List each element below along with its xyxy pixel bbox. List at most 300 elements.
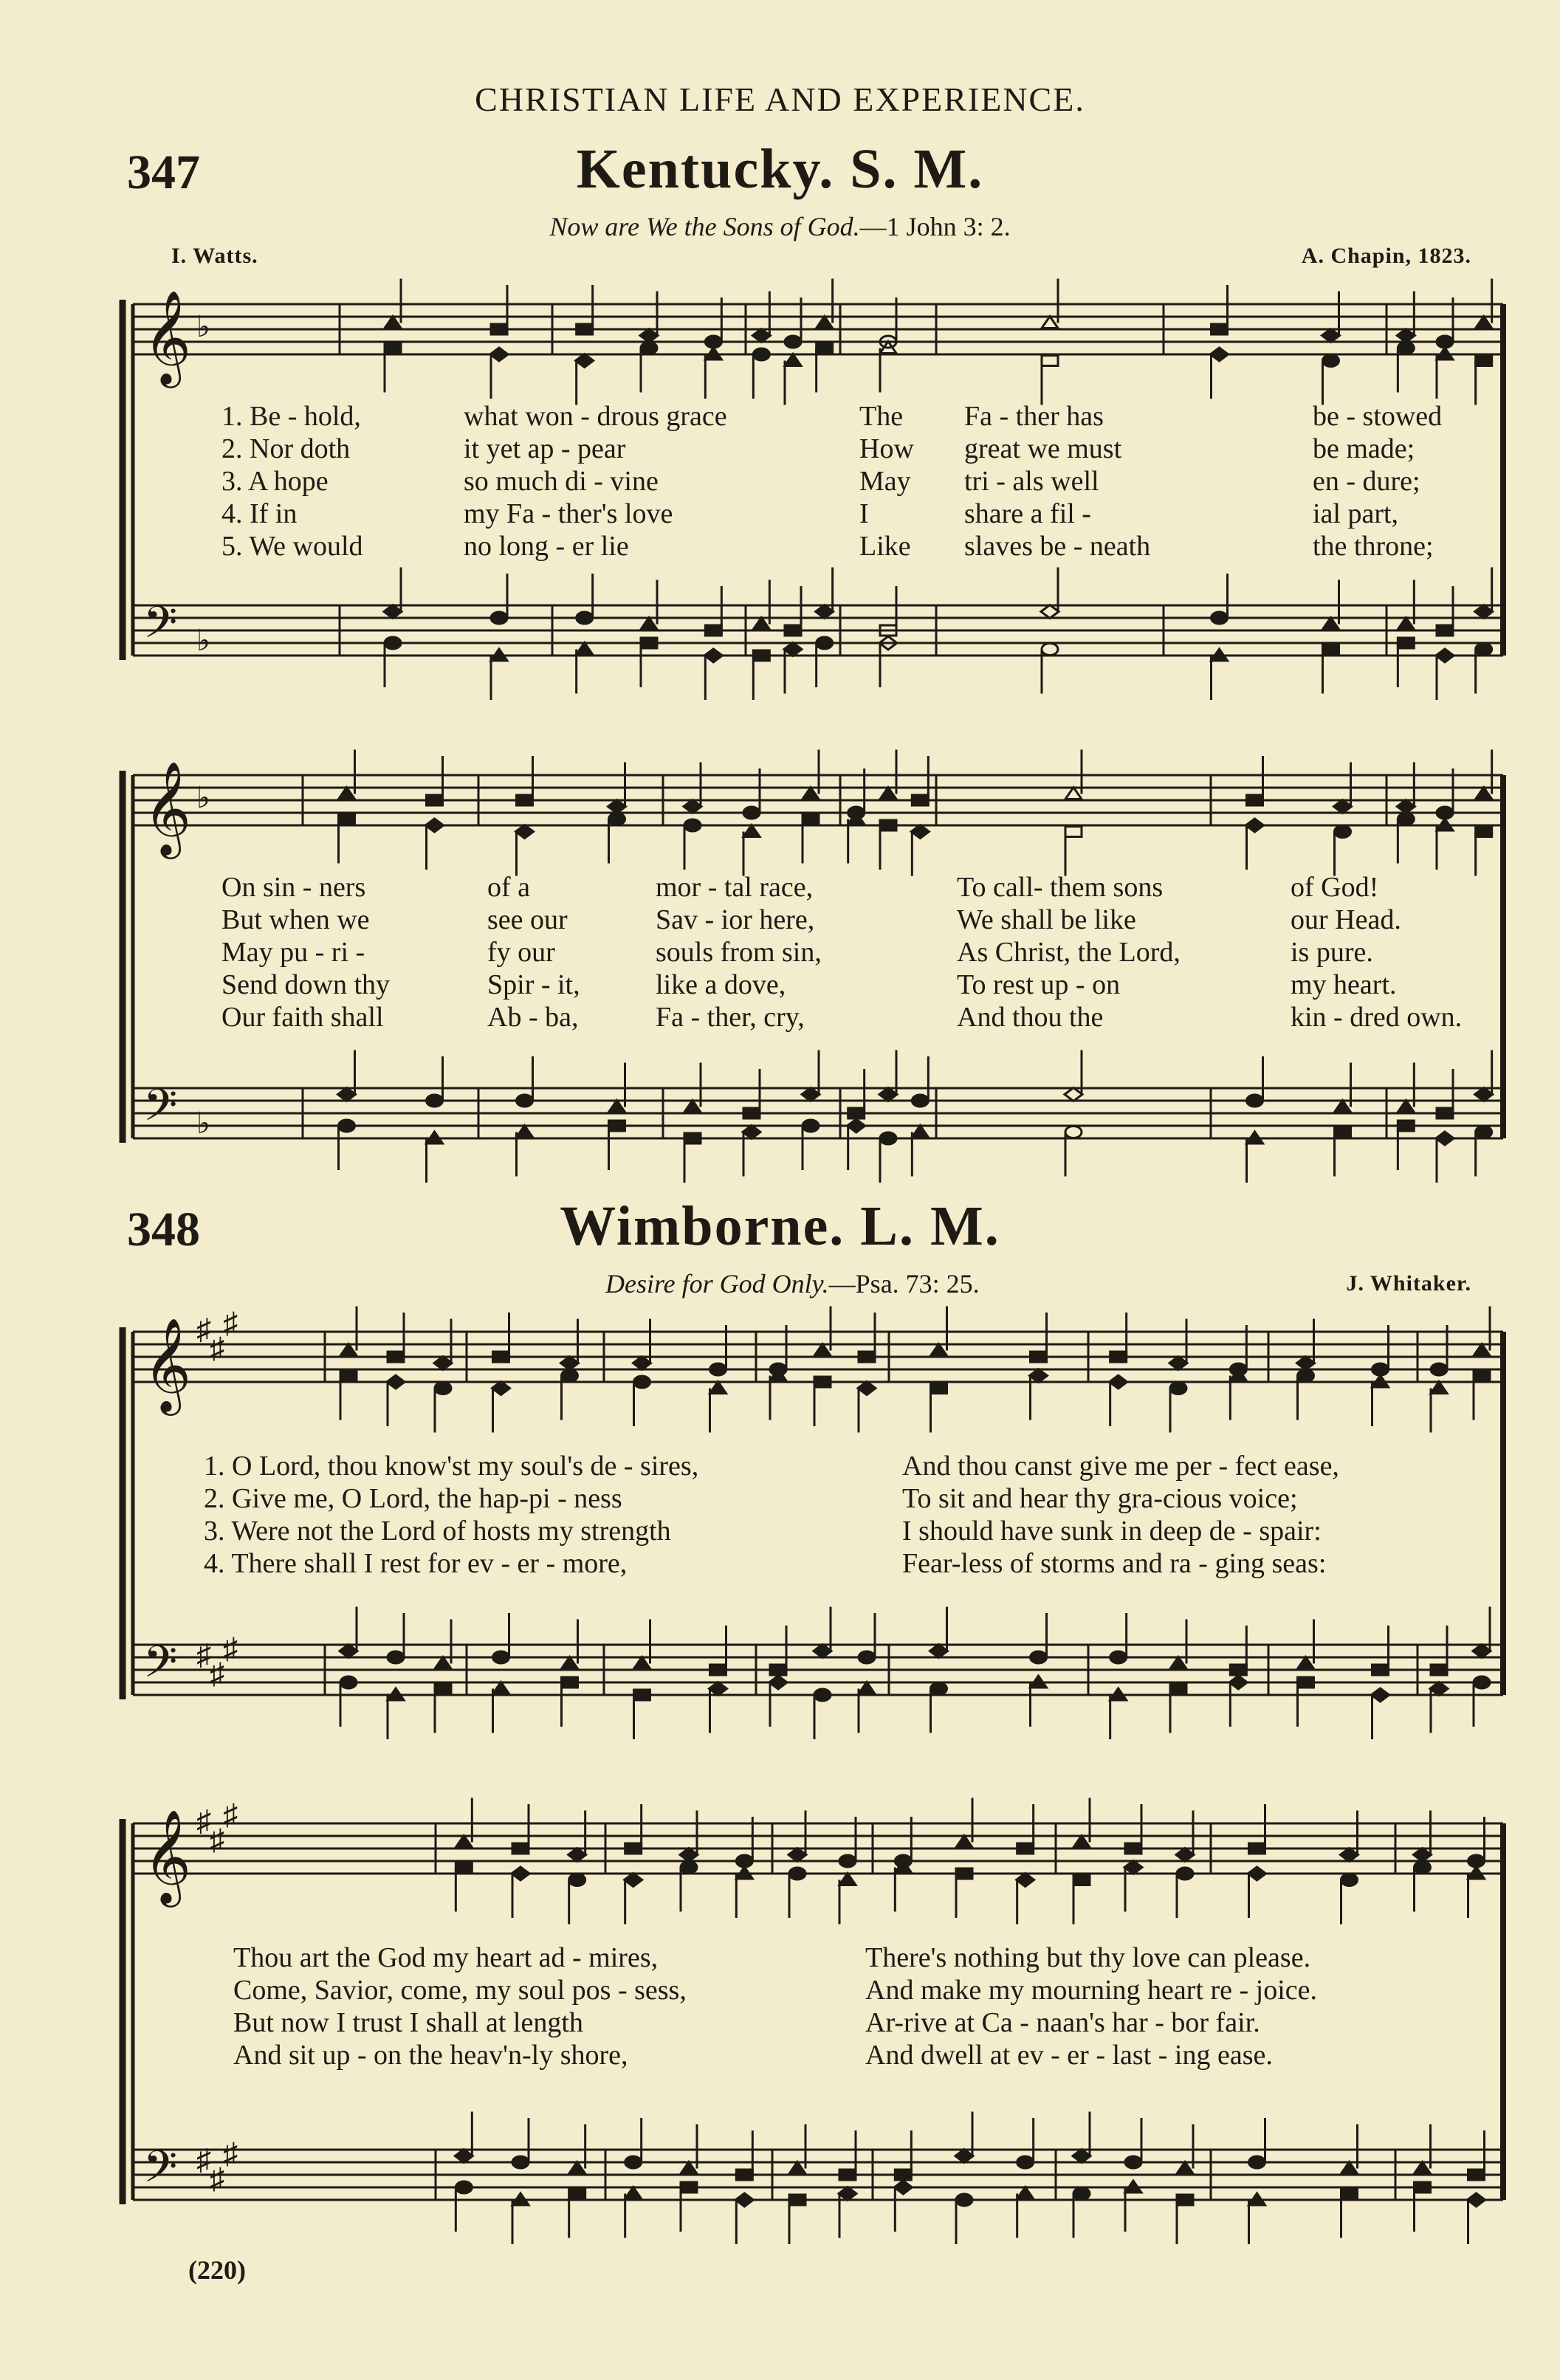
- shape-note-icon: [1431, 1665, 1447, 1675]
- shape-note-icon: [1073, 2150, 1090, 2163]
- shape-note-icon: [427, 1095, 443, 1107]
- shape-note-icon: [641, 343, 657, 354]
- shape-note-icon: [931, 1383, 947, 1394]
- shape-note-icon: [784, 643, 802, 656]
- shape-note-icon: [1474, 1676, 1490, 1688]
- scripture-reference: —Psa. 73: 25.: [828, 1269, 980, 1299]
- treble-clef-icon: 𝄞: [143, 760, 192, 855]
- shape-note-icon: [634, 1376, 650, 1388]
- shape-note-icon: [789, 2162, 805, 2174]
- shape-note-icon: [753, 618, 769, 630]
- lyric-segment: The: [859, 401, 904, 432]
- shape-note-icon: [517, 795, 533, 805]
- lyric-segment: 2. Give me, O Lord, the hap-pi - ness: [204, 1483, 622, 1514]
- shape-note-icon: [1031, 1651, 1047, 1663]
- shape-note-icon: [931, 1683, 947, 1695]
- lyric-segment: Send down thy: [221, 969, 390, 1000]
- shape-note-icon: [681, 1862, 697, 1874]
- words-credit: I. Watts.: [171, 244, 258, 268]
- shape-note-icon: [769, 1676, 787, 1689]
- shape-note-icon: [710, 1665, 726, 1675]
- shape-note-icon: [1431, 1382, 1447, 1394]
- shape-note-icon: [577, 324, 593, 334]
- shape-note-icon: [1323, 618, 1339, 630]
- shape-note-icon: [569, 1874, 585, 1886]
- shape-note-icon: [880, 1132, 896, 1144]
- shape-note-icon: [434, 1357, 452, 1370]
- shape-note-icon: [912, 1126, 928, 1138]
- shape-note-icon: [1246, 819, 1264, 832]
- scripture-reference: —1 John 3: 2.: [859, 212, 1011, 241]
- hymn-number: 347: [127, 145, 200, 199]
- shape-note-icon: [1065, 827, 1082, 837]
- lyric-segment: my heart.: [1291, 969, 1397, 1000]
- lyric-segment: But when we: [221, 904, 370, 935]
- shape-note-icon: [880, 820, 896, 830]
- shape-note-icon: [640, 329, 658, 343]
- shape-note-icon: [1323, 355, 1339, 367]
- shape-note-icon: [1436, 649, 1454, 662]
- shape-note-icon: [608, 800, 626, 814]
- key-signature-icon: ♯: [223, 1631, 238, 1665]
- shape-note-icon: [955, 2150, 973, 2163]
- shape-note-icon: [1177, 2162, 1193, 2174]
- shape-note-icon: [1468, 2193, 1485, 2207]
- shape-note-icon: [1125, 2156, 1141, 2168]
- shape-note-icon: [577, 643, 593, 655]
- running-head: CHRISTIAN LIFE AND EXPERIENCE.: [475, 80, 1085, 118]
- shape-note-icon: [1211, 348, 1229, 361]
- shape-note-icon: [516, 825, 534, 839]
- shape-note-icon: [625, 2187, 642, 2199]
- lyric-segment: Come, Savior, come, my soul pos - sess,: [233, 1975, 687, 2006]
- key-signature-icon: ♭: [196, 1107, 210, 1140]
- shape-note-icon: [1437, 1108, 1453, 1118]
- shape-note-icon: [517, 1126, 533, 1138]
- shape-note-icon: [1124, 1861, 1142, 1874]
- shape-note-icon: [814, 1344, 831, 1356]
- lyric-segment: We shall be like: [957, 904, 1136, 935]
- shape-note-icon: [1065, 788, 1082, 799]
- shape-note-icon: [912, 795, 928, 805]
- shape-note-icon: [1341, 2189, 1358, 2199]
- shape-note-icon: [1170, 1684, 1186, 1694]
- lyric-segment: Sav - ior here,: [656, 904, 815, 935]
- lyric-segment: tri - als well: [964, 466, 1099, 497]
- shape-note-icon: [456, 1836, 472, 1848]
- shape-note-icon: [1397, 329, 1415, 343]
- lyric-segment: May pu - ri -: [221, 937, 365, 968]
- shape-note-icon: [1475, 605, 1493, 619]
- key-signature-icon: ♭: [196, 310, 210, 343]
- lyric-segment: Fear-less of storms and ra - ging seas:: [902, 1548, 1327, 1579]
- lyric-segment: no long - er lie: [464, 531, 629, 562]
- shape-note-icon: [814, 1645, 831, 1658]
- shape-note-icon: [491, 324, 507, 334]
- shape-note-icon: [785, 336, 801, 348]
- treble-clef-icon: 𝄞: [143, 1809, 192, 1903]
- shape-note-icon: [1475, 1088, 1493, 1101]
- shape-note-icon: [493, 1651, 509, 1663]
- lyric-segment: Like: [859, 531, 911, 562]
- lyric-segment: 5. We would: [221, 531, 363, 562]
- lyric-segment: it yet ap - pear: [464, 433, 626, 464]
- treble-clef-icon: 𝄞: [143, 289, 192, 384]
- lyric-segment: the throne;: [1313, 531, 1434, 562]
- shape-note-icon: [625, 2156, 642, 2168]
- shape-note-icon: [576, 354, 594, 368]
- lyric-segment: 1. O Lord, thou know'st my soul's de - sires,: [204, 1451, 699, 1482]
- shape-note-icon: [1436, 1132, 1454, 1145]
- shape-note-icon: [1398, 638, 1414, 648]
- shape-note-icon: [1298, 1657, 1314, 1669]
- shape-note-icon: [839, 2170, 856, 2180]
- shape-note-icon: [1437, 625, 1453, 636]
- shape-note-icon: [1341, 1848, 1358, 1862]
- shape-note-icon: [455, 2150, 473, 2163]
- shape-note-icon: [1468, 2170, 1485, 2180]
- shape-note-icon: [1041, 605, 1059, 619]
- lyric-segment: To rest up - on: [957, 969, 1121, 1000]
- hymn-number: 348: [127, 1203, 200, 1256]
- shape-note-icon: [1334, 800, 1352, 814]
- shape-note-icon: [684, 1133, 701, 1143]
- shape-note-icon: [789, 2195, 805, 2205]
- shape-note-icon: [1110, 1651, 1127, 1663]
- lyric-segment: Thou art the God my heart ad - mires,: [233, 1942, 659, 1973]
- lyric-segment: There's nothing but thy love can please.: [865, 1942, 1311, 1973]
- key-signature-icon: ♯: [210, 1657, 224, 1691]
- shape-note-icon: [895, 2170, 911, 2180]
- shape-note-icon: [456, 2181, 472, 2193]
- shape-note-icon: [338, 1088, 356, 1101]
- lyric-segment: And thou the: [957, 1002, 1104, 1033]
- shape-note-icon: [1323, 644, 1339, 655]
- shape-note-icon: [1110, 1375, 1127, 1389]
- key-signature-icon: ♭: [196, 624, 210, 657]
- shape-note-icon: [680, 1848, 698, 1862]
- shape-note-icon: [426, 819, 444, 832]
- shape-note-icon: [931, 1344, 947, 1356]
- lyric-segment: what won - drous grace: [464, 401, 727, 432]
- lyric-segment: mor - tal race,: [656, 872, 814, 903]
- shape-note-icon: [1017, 2156, 1034, 2168]
- lyric-segment: As Christ, the Lord,: [957, 937, 1181, 968]
- shape-note-icon: [1176, 1848, 1194, 1862]
- shape-note-icon: [340, 1371, 357, 1381]
- shape-note-icon: [1030, 1369, 1048, 1383]
- lyric-segment: May: [859, 466, 911, 497]
- shape-note-icon: [634, 1690, 650, 1700]
- shape-note-icon: [848, 1108, 865, 1118]
- key-signature-icon: ♯: [196, 1313, 211, 1346]
- lyric-segment: fy our: [487, 937, 555, 968]
- lyric-segment: Fa - ther, cry,: [656, 1002, 805, 1033]
- shape-note-icon: [609, 814, 625, 825]
- lyric-segment: slaves be - neath: [964, 531, 1151, 562]
- key-signature-icon: ♯: [196, 2143, 211, 2176]
- shape-note-icon: [1073, 2188, 1090, 2200]
- shape-note-icon: [562, 1677, 578, 1688]
- page-number: (220): [188, 2255, 246, 2285]
- shape-note-icon: [1065, 1127, 1082, 1138]
- shape-note-icon: [705, 625, 721, 636]
- shape-note-icon: [1474, 1344, 1490, 1356]
- lyric-segment: of a: [487, 872, 531, 903]
- shape-note-icon: [1476, 788, 1492, 799]
- shape-note-icon: [1431, 1363, 1447, 1375]
- shape-note-icon: [684, 819, 701, 831]
- lyric-segment: kin - dred own.: [1291, 1002, 1463, 1033]
- shape-note-icon: [339, 788, 355, 799]
- shape-note-icon: [1414, 1848, 1432, 1862]
- lyric-segment: be - stowed: [1313, 401, 1443, 432]
- lyric-segment: Ab - ba,: [487, 1002, 579, 1033]
- shape-note-icon: [814, 1377, 831, 1387]
- shape-note-icon: [1065, 1088, 1082, 1101]
- lyric-segment: And thou canst give me per - fect ease,: [902, 1451, 1339, 1482]
- shape-note-icon: [609, 1101, 625, 1112]
- shape-note-icon: [911, 825, 929, 839]
- shape-note-icon: [859, 1651, 875, 1663]
- shape-note-icon: [956, 1836, 972, 1848]
- shape-note-icon: [743, 1126, 760, 1139]
- shape-note-icon: [387, 1375, 405, 1389]
- lyric-segment: I: [859, 498, 869, 529]
- shape-note-icon: [340, 1645, 357, 1658]
- shape-note-icon: [339, 814, 355, 825]
- lyric-segment: How: [859, 433, 914, 464]
- shape-note-icon: [803, 788, 819, 799]
- shape-note-icon: [880, 788, 896, 799]
- lyric-segment: And sit up - on the heav'n-ly shore,: [233, 2040, 628, 2071]
- subtitle-text: Desire for God Only.: [605, 1269, 829, 1299]
- shape-note-icon: [388, 1352, 404, 1362]
- key-signature-icon: ♯: [210, 1823, 224, 1857]
- shape-note-icon: [562, 1657, 578, 1669]
- shape-note-icon: [817, 637, 833, 649]
- lyric-segment: so much di - vine: [464, 466, 659, 497]
- shape-note-icon: [1177, 1868, 1193, 1879]
- shape-note-icon: [512, 1843, 529, 1854]
- shape-note-icon: [956, 2194, 972, 2206]
- lyric-segment: share a fil -: [964, 498, 1091, 529]
- shape-note-icon: [1212, 324, 1228, 334]
- shape-note-icon: [930, 1645, 948, 1658]
- shape-note-icon: [633, 1357, 651, 1370]
- shape-note-icon: [1372, 1688, 1389, 1702]
- shape-note-icon: [340, 1344, 357, 1356]
- shape-note-icon: [385, 317, 401, 329]
- lyric-segment: 3. Were not the Lord of hosts my strength: [204, 1516, 671, 1547]
- shape-note-icon: [839, 1855, 856, 1867]
- shape-note-icon: [517, 1095, 533, 1107]
- shape-note-icon: [753, 650, 769, 661]
- lyric-segment: I should have sunk in deep de - spair:: [902, 1516, 1322, 1547]
- shape-note-icon: [770, 1665, 786, 1675]
- shape-note-icon: [1398, 814, 1414, 825]
- lyric-segment: great we must: [964, 433, 1122, 464]
- shape-note-icon: [456, 1863, 472, 1873]
- shape-note-icon: [384, 605, 402, 619]
- shape-note-icon: [1042, 356, 1058, 366]
- shape-note-icon: [1170, 1383, 1186, 1394]
- shape-note-icon: [427, 795, 443, 805]
- lyric-segment: To sit and hear thy gra-cious voice;: [902, 1483, 1298, 1514]
- shape-note-icon: [562, 1370, 578, 1382]
- shape-note-icon: [710, 1382, 726, 1394]
- shape-note-icon: [1473, 1645, 1491, 1658]
- key-signature-icon: ♯: [210, 2161, 224, 2195]
- key-signature-icon: ♯: [196, 1804, 211, 1837]
- shape-note-icon: [1398, 343, 1414, 354]
- shape-note-icon: [339, 1120, 355, 1132]
- lyric-segment: see our: [487, 904, 568, 935]
- shape-note-icon: [512, 2156, 529, 2168]
- shape-note-icon: [1073, 1875, 1090, 1885]
- shape-note-icon: [1474, 1371, 1490, 1381]
- shape-note-icon: [785, 625, 801, 636]
- shape-note-icon: [512, 1867, 529, 1880]
- shape-note-icon: [435, 1383, 451, 1394]
- shape-note-icon: [859, 1682, 875, 1694]
- lyric-segment: On sin - ners: [221, 872, 366, 903]
- shape-note-icon: [569, 2189, 585, 2199]
- shape-note-icon: [788, 1848, 806, 1862]
- shape-note-icon: [388, 1651, 404, 1663]
- music-credit: A. Chapin, 1823.: [1301, 244, 1471, 268]
- lyric-segment: en - dure;: [1313, 466, 1420, 497]
- lyric-segment: And dwell at ev - er - last - ing ease.: [865, 2040, 1273, 2071]
- lyric-segment: 3. A hope: [221, 466, 329, 497]
- shape-note-icon: [1298, 1370, 1314, 1382]
- bass-clef-icon: 𝄢: [143, 596, 178, 658]
- shape-note-icon: [736, 2170, 752, 2180]
- shape-note-icon: [492, 1382, 510, 1395]
- shape-note-icon: [1335, 826, 1351, 838]
- shape-note-icon: [743, 1108, 760, 1118]
- bass-clef-icon: 𝄢: [143, 2141, 178, 2203]
- shape-note-icon: [493, 1352, 509, 1362]
- treble-clef-icon: 𝄞: [143, 1317, 192, 1411]
- shape-note-icon: [858, 1382, 876, 1395]
- shape-note-icon: [752, 329, 770, 343]
- shape-note-icon: [1249, 1843, 1265, 1854]
- shape-note-icon: [1415, 1862, 1431, 1874]
- shape-note-icon: [1017, 2187, 1034, 2199]
- shape-note-icon: [735, 2193, 753, 2207]
- lyric-segment: souls from sin,: [656, 937, 822, 968]
- shape-note-icon: [1249, 2156, 1265, 2168]
- lyric-segment: be made;: [1313, 433, 1415, 464]
- shape-note-icon: [956, 1868, 972, 1879]
- shape-note-icon: [493, 1682, 509, 1694]
- shape-note-icon: [684, 800, 701, 814]
- shape-note-icon: [561, 1357, 579, 1370]
- shape-note-icon: [634, 1657, 650, 1669]
- shape-note-icon: [1017, 1874, 1034, 1887]
- shape-note-icon: [817, 343, 833, 354]
- lyric-segment: like a dove,: [656, 969, 786, 1000]
- hymn-title: Wimborne. L. M.: [560, 1195, 1000, 1257]
- shape-note-icon: [859, 1352, 875, 1362]
- shape-note-icon: [577, 612, 593, 624]
- shape-note-icon: [1322, 329, 1340, 343]
- shape-note-icon: [848, 1119, 865, 1132]
- shape-note-icon: [1297, 1357, 1315, 1370]
- shape-note-icon: [569, 2162, 585, 2174]
- shape-note-icon: [1247, 1095, 1263, 1107]
- shape-note-icon: [1125, 1843, 1141, 1854]
- music-credit: J. Whitaker.: [1346, 1271, 1471, 1296]
- shape-note-icon: [1476, 317, 1492, 329]
- shape-note-icon: [491, 612, 507, 624]
- shape-note-icon: [743, 807, 760, 819]
- shape-note-icon: [1372, 1665, 1389, 1675]
- shape-note-icon: [385, 637, 401, 649]
- bass-clef-icon: 𝄢: [143, 1636, 178, 1698]
- lyric-segment: of God!: [1291, 872, 1379, 903]
- lyric-segment: 4. If in: [221, 498, 298, 529]
- subtitle-text: Now are We the Sons of God.: [549, 212, 860, 241]
- shape-note-icon: [879, 1088, 897, 1101]
- shape-note-icon: [704, 649, 722, 662]
- shape-note-icon: [709, 1682, 727, 1696]
- shape-note-icon: [641, 638, 657, 648]
- shape-note-icon: [816, 605, 834, 619]
- shape-note-icon: [641, 618, 657, 630]
- shape-note-icon: [802, 1088, 819, 1101]
- bass-clef-icon: 𝄢: [143, 1079, 178, 1141]
- shape-note-icon: [789, 1868, 805, 1879]
- shape-note-icon: [340, 1676, 357, 1688]
- lyric-segment: Our faith shall: [221, 1002, 384, 1033]
- shape-note-icon: [1341, 2162, 1358, 2174]
- lyric-segment: To call- them sons: [957, 872, 1164, 903]
- shape-note-icon: [1476, 827, 1492, 837]
- shape-note-icon: [684, 1101, 701, 1112]
- key-signature-icon: ♯: [210, 1331, 224, 1365]
- lyric-segment: 2. Nor doth: [221, 433, 351, 464]
- shape-note-icon: [1229, 1676, 1247, 1689]
- shape-note-icon: [710, 1363, 726, 1375]
- lyric-segment: my Fa - ther's love: [464, 498, 673, 529]
- shape-note-icon: [385, 343, 401, 354]
- shape-note-icon: [1212, 612, 1228, 624]
- shape-note-icon: [1230, 1665, 1246, 1675]
- shape-note-icon: [435, 1684, 451, 1694]
- lyric-segment: our Head.: [1291, 904, 1401, 935]
- lyric-segment: is pure.: [1291, 937, 1373, 968]
- lyric-segment: Fa - ther has: [964, 401, 1104, 432]
- shape-note-icon: [743, 825, 760, 837]
- shape-note-icon: [435, 1657, 451, 1669]
- shape-note-icon: [1177, 2195, 1193, 2205]
- lyric-segment: 4. There shall I rest for ev - er - more,: [204, 1548, 628, 1579]
- shape-note-icon: [1335, 1127, 1351, 1138]
- shape-note-icon: [814, 1689, 831, 1701]
- lyric-segment: But now I trust I shall at length: [233, 2007, 583, 2038]
- shape-note-icon: [1298, 1677, 1314, 1688]
- shape-note-icon: [1247, 795, 1263, 805]
- shape-note-icon: [1169, 1357, 1187, 1370]
- lyric-segment: Ar-rive at Ca - naan's har - bor fair.: [865, 2007, 1260, 2038]
- shape-note-icon: [839, 2187, 856, 2201]
- lyric-segment: ial part,: [1313, 498, 1399, 529]
- shape-note-icon: [785, 354, 801, 366]
- shape-note-icon: [1415, 2182, 1431, 2192]
- shape-note-icon: [753, 348, 769, 360]
